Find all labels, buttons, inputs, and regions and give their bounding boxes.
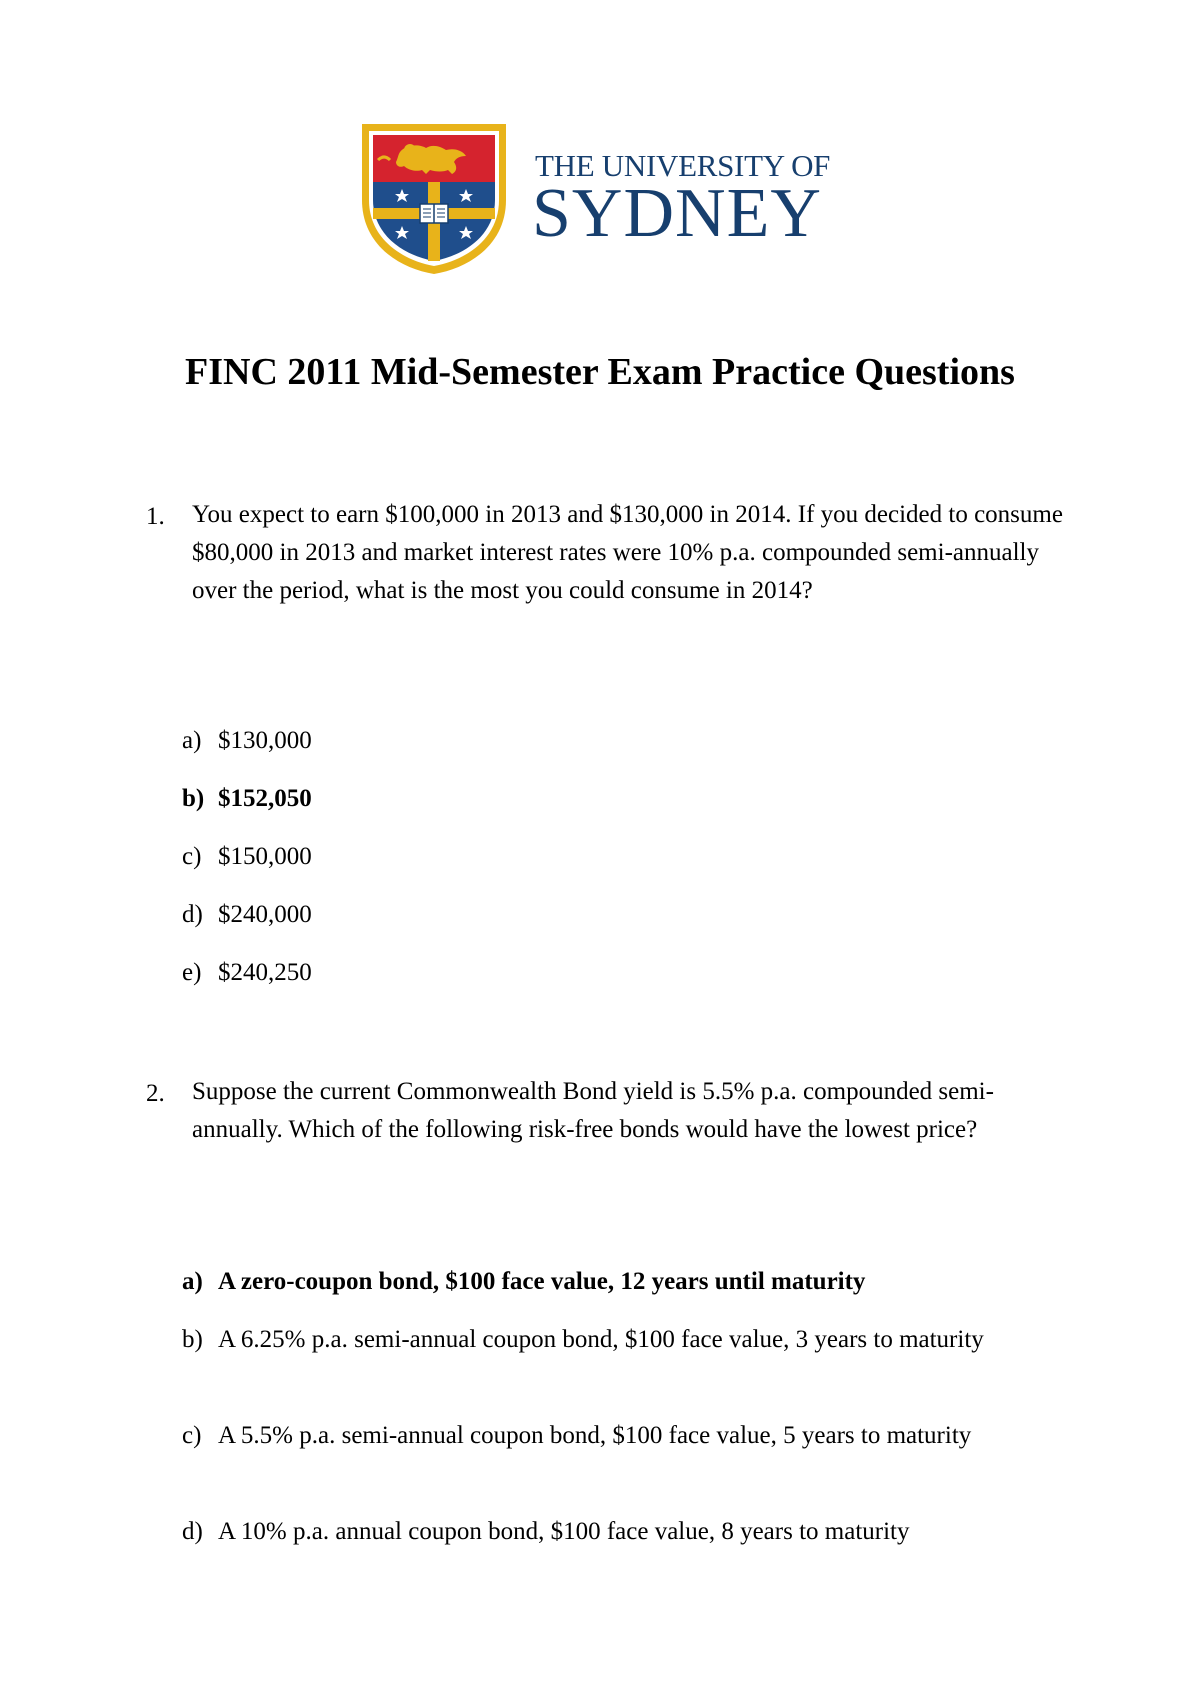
option-letter: c) [182,1422,202,1449]
option-letter: e) [182,959,202,986]
option-letter: b) [182,785,205,812]
logo-text-line2: SYDNEY [532,175,822,252]
question-2-number: 2. [146,1080,165,1107]
option-text: A 5.5% p.a. semi-annual coupon bond, $100 face value, 5 years to maturity [218,1422,972,1449]
option-letter: c) [182,843,202,870]
option-letter: d) [182,901,203,928]
option-text: $150,000 [218,843,312,870]
logo-text-line1: THE UNIVERSITY OF [535,148,831,183]
option-text: A zero-coupon bond, $100 face value, 12 years until maturity [218,1268,866,1295]
option-letter: a) [182,727,202,754]
university-crest-icon [360,122,508,276]
option-letter: a) [182,1268,203,1295]
option-text: $240,000 [218,901,312,928]
option-text: $240,250 [218,959,312,986]
option-letter: d) [182,1518,203,1545]
question-1-number: 1. [146,503,165,530]
option-letter: b) [182,1326,203,1353]
university-logo [360,122,831,276]
page-title: FINC 2011 Mid-Semester Exam Practice Questions [185,351,1015,393]
option-text: A 6.25% p.a. semi-annual coupon bond, $100 face value, 3 years to maturity [218,1326,984,1353]
question-1-text: You expect to earn $100,000 in 2013 and $130,000 in 2014. If you decided to consume $80,000 in 2013 and market interest rates were 10% p.a. compounded semi-annually over the period, what is the most you could consume in 2014? [192,501,1063,604]
option-text: $152,050 [218,785,312,812]
option-text: A 10% p.a. annual coupon bond, $100 face value, 8 years to maturity [218,1518,910,1545]
option-text: $130,000 [218,727,312,754]
question-2-text: Suppose the current Commonwealth Bond yield is 5.5% p.a. compounded semi-annually. Which of the following risk-free bonds would have the lowest price? [192,1078,994,1143]
